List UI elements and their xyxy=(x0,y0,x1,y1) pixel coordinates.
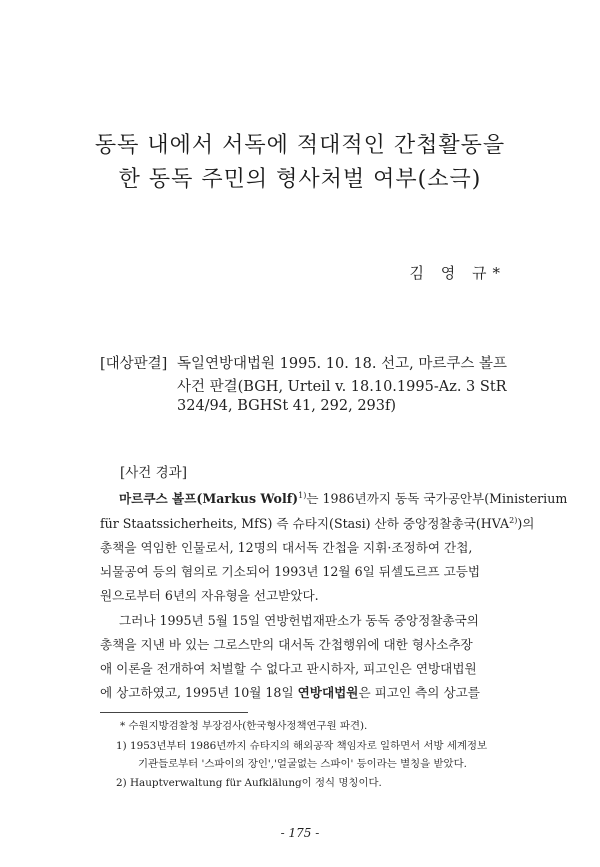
paragraph-2-line-4 xyxy=(100,682,480,701)
title-line-1: 동독 내에서 서독에 적대적인 간첩활동을 xyxy=(94,133,506,158)
paragraph-1-line-1 xyxy=(119,488,567,507)
footnote-divider xyxy=(100,712,248,713)
case-line-2: 사건 판결(BGH, Urteil v. 18.10.1995-Az. 3 StR xyxy=(177,379,507,395)
paragraph-2-line-2: 총책을 지낸 바 있는 그로스만의 대서독 간첩행위에 대한 형사소추장 xyxy=(100,637,473,652)
footnote-ref-2: 2) xyxy=(509,515,518,525)
bold-court: 연방대법원 xyxy=(297,685,359,700)
p2-line-4-text: 에 상고하였고, 1995년 10월 18일 xyxy=(100,685,298,700)
paragraph-1-line-4: 뇌물공여 등의 혐의로 기소되어 1993년 12월 6일 뒤셀도르프 고등법 xyxy=(100,564,481,579)
paragraph-2-line-3: 애 이론을 전개하여 처벌할 수 없다고 판시하자, 피고인은 연방대법원 xyxy=(100,661,477,676)
p2-line-4-tail: 은 피고인 측의 상고를 xyxy=(358,685,480,700)
paragraph-1-line-5: 원으로부터 6년의 자유형을 선고받았다. xyxy=(100,588,319,603)
section-header: [사건 경과] xyxy=(120,465,187,481)
p1-rest: 는 1986년까지 동독 국가공안부(Ministerium xyxy=(306,491,568,506)
title-line-2: 한 동독 주민의 형사처벌 여부(소극) xyxy=(118,167,482,192)
footnote-star: * 수원지방검찰청 부장검사(한국형사정책연구원 파견). xyxy=(120,720,368,732)
footnote-2: 2) Hauptverwaltung für Aufklälung이 정식 명칭이다. xyxy=(116,777,382,789)
bold-name: 마르쿠스 볼프(Markus Wolf) xyxy=(119,491,299,506)
p1-line-2-end: )의 xyxy=(517,516,535,531)
footnote-1-line-2: 기관들로부터 '스파이의 장인','얼굴없는 스파이' 등이라는 별칭을 받았다. xyxy=(138,758,467,770)
paragraph-1-line-3: 총책을 역임한 인물로서, 12명의 대서독 간첩을 지휘·조정하여 간첩, xyxy=(100,540,473,555)
author-name: 김 영 규* xyxy=(409,264,506,282)
footnote-ref-1: 1) xyxy=(298,490,307,500)
paragraph-2-line-1: 그러나 1995년 5월 15일 연방헌법재판소가 동독 중앙정찰총국의 xyxy=(119,613,479,628)
case-line-1: 독일연방대법원 1995. 10. 18. 선고, 마르쿠스 볼프 xyxy=(177,356,507,372)
page-number: - 175 - xyxy=(280,826,320,840)
footnote-1-line-1: 1) 1953년부터 1986년까지 슈타지의 해외공작 책임자로 일하면서 서방 세계정보 xyxy=(116,740,488,752)
case-label: [대상판결] xyxy=(100,356,168,372)
case-line-3: 324/94, BGHSt 41, 292, 293f) xyxy=(177,398,397,414)
paragraph-1-line-2 xyxy=(100,513,534,532)
p1-line-2-text: für Staatssicherheits, MfS) 즉 슈타지(Stasi) 산하 중앙정찰총국(HVA xyxy=(100,516,510,531)
